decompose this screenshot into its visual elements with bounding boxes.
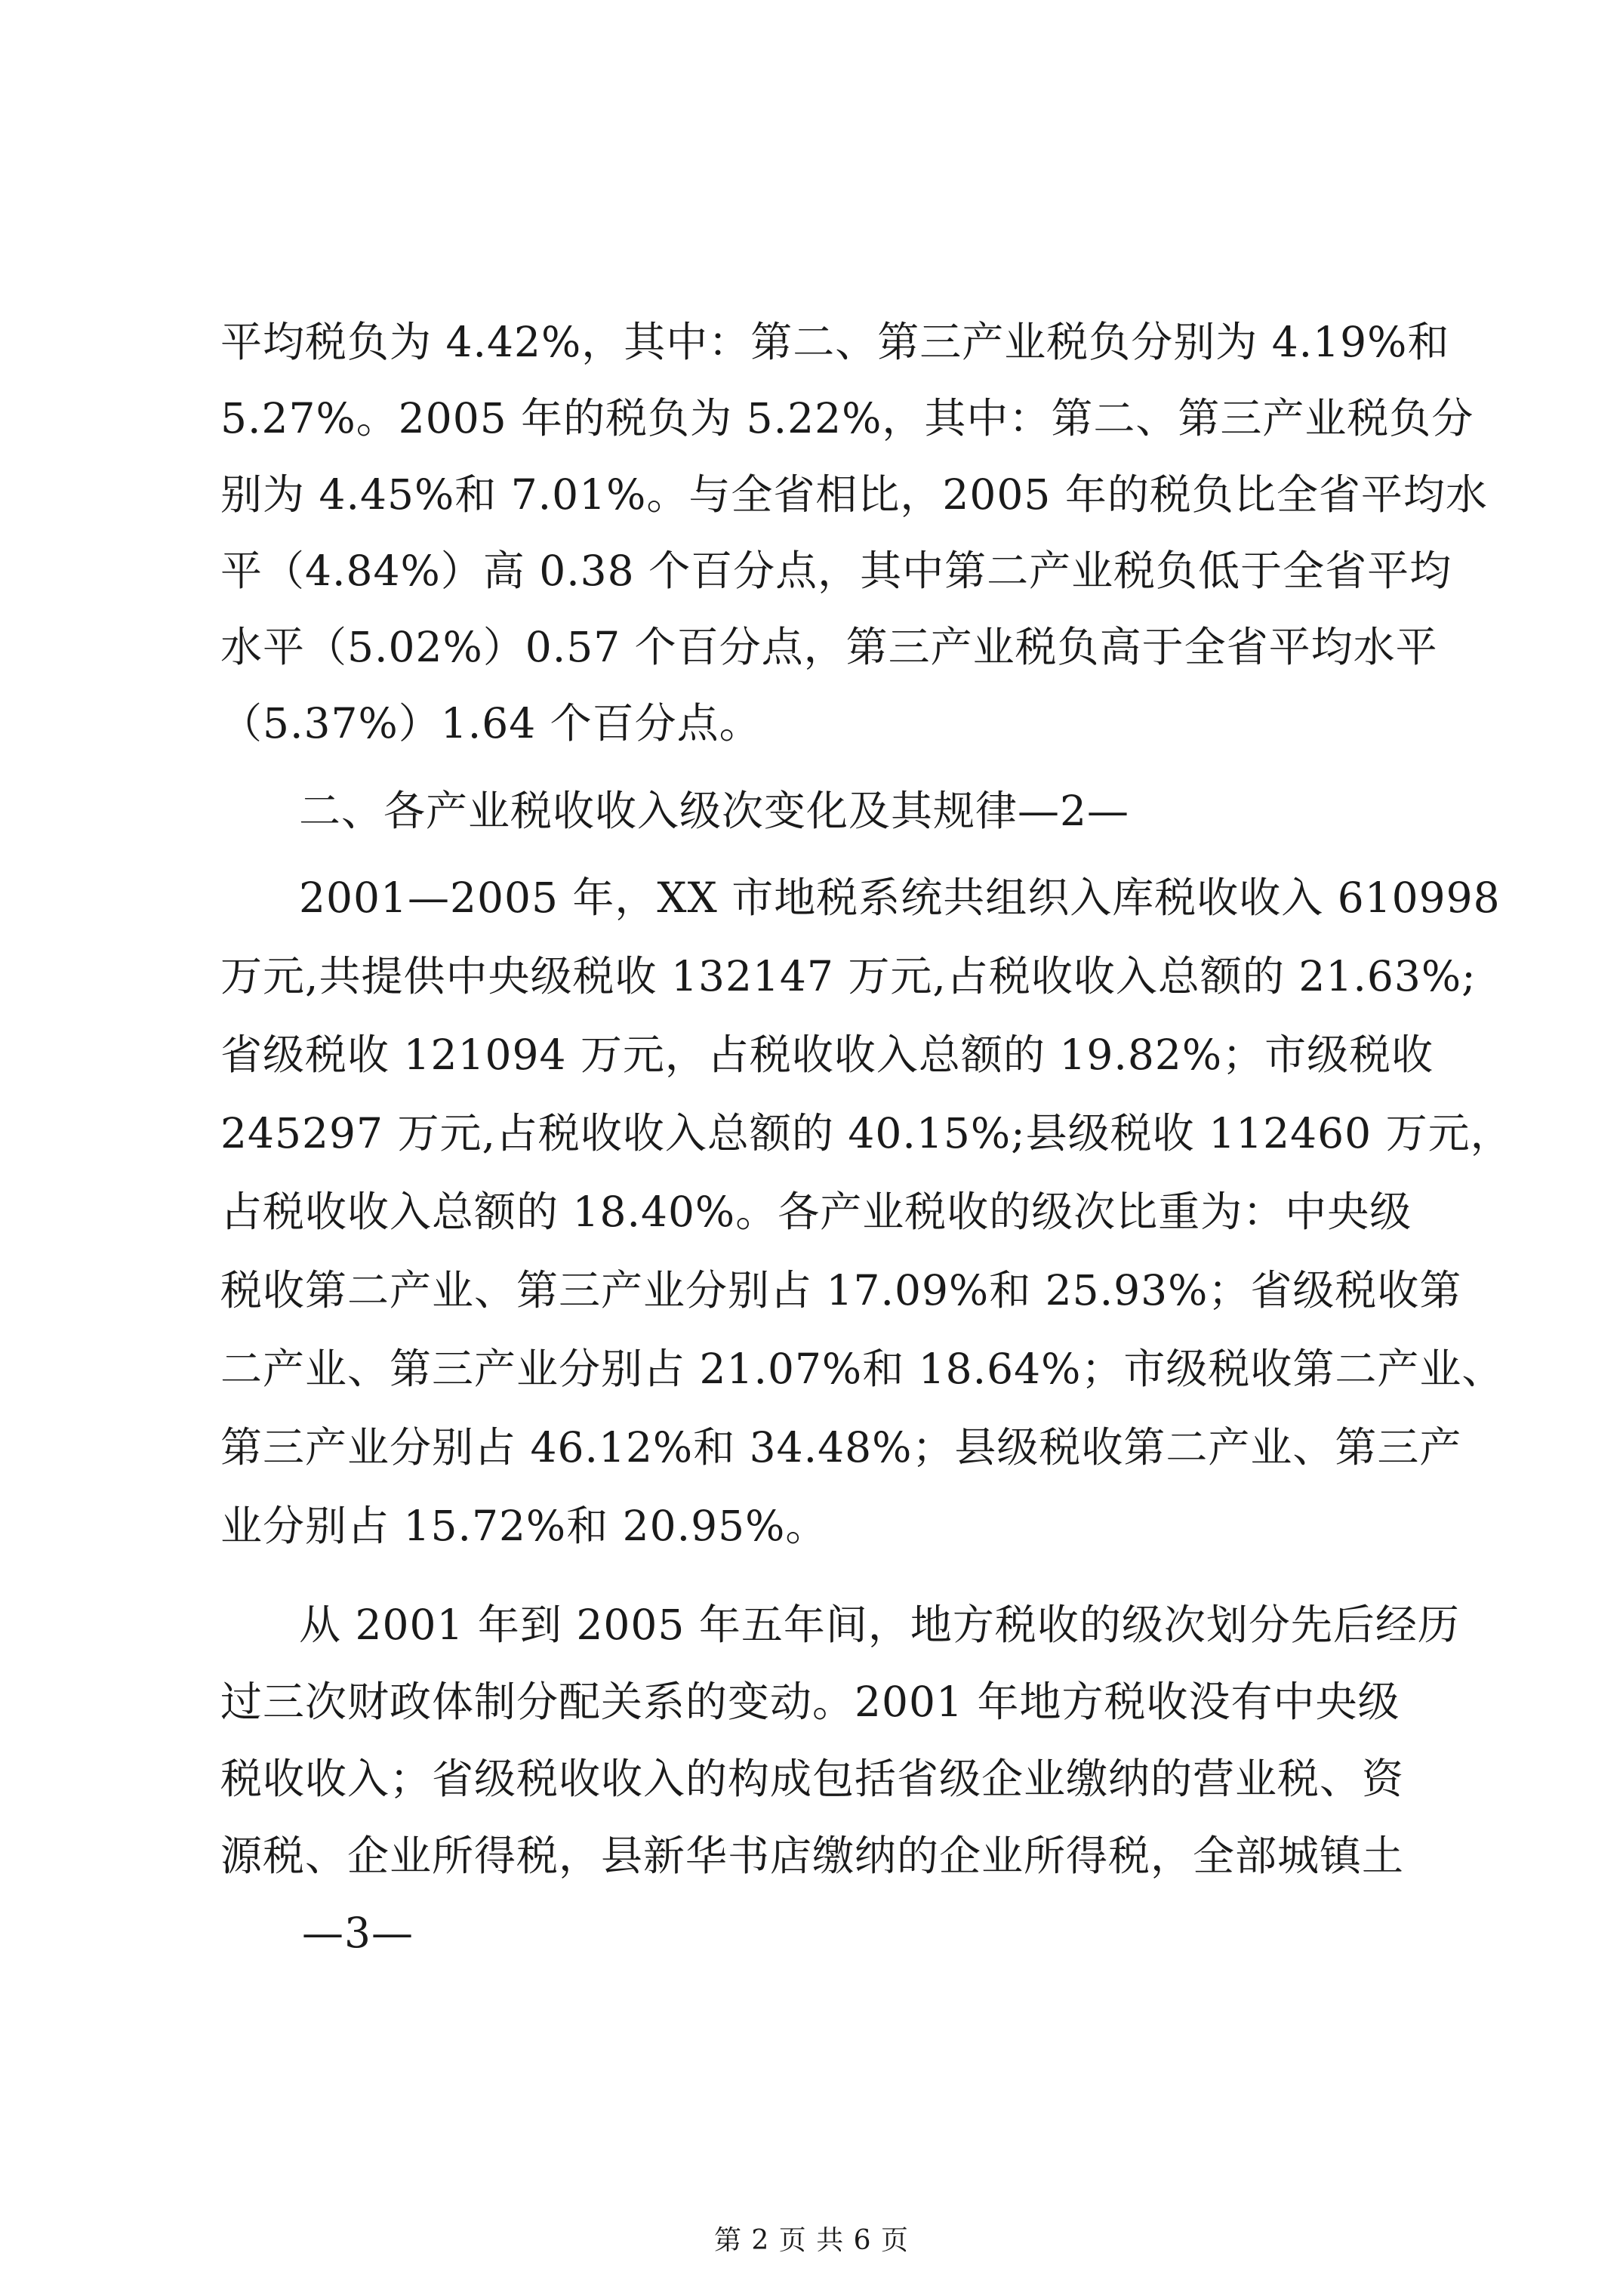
page-footer: 第 2 页 共 6 页 <box>713 2225 910 2256</box>
paragraph-line: 平（4.84%）高 0.38 个百分点，其中第二产业税负低于全省平均 <box>220 547 1452 595</box>
paragraph-line: 245297 万元,占税收收入总额的 40.15%;县级税收 112460 万元， <box>220 1109 1513 1157</box>
paragraph-line: 从 2001 年到 2005 年五年间，地方税收的级次划分先后经历 <box>299 1601 1460 1649</box>
paragraph-line: 省级税收 121094 万元，占税收收入总额的 19.82%；市级税收 <box>220 1031 1434 1079</box>
paragraph-line: 税收收入；省级税收收入的构成包括省级企业缴纳的营业税、资 <box>220 1755 1405 1803</box>
paragraph-line: （5.37%）1.64 个百分点。 <box>220 699 762 747</box>
paragraph-line: 万元,共提供中央级税收 132147 万元,占税收收入总额的 21.63%; <box>220 952 1477 1000</box>
paragraph-line: 5.27%。2005 年的税负为 5.22%，其中：第二、第三产业税负分 <box>220 394 1474 442</box>
paragraph-line: 别为 4.45%和 7.01%。与全省相比，2005 年的税负比全省平均水 <box>220 470 1488 519</box>
paragraph-line: 水平（5.02%）0.57 个百分点，第三产业税负高于全省平均水平 <box>220 623 1438 671</box>
paragraph-line: 税收第二产业、第三产业分别占 17.09%和 25.93%；省级税收第 <box>220 1266 1462 1314</box>
paragraph-line: 2001—2005 年，XX 市地税系统共组织入库税收收入 610998 <box>299 874 1501 922</box>
paragraph-line: 占税收收入总额的 18.40%。各产业税收的级次比重为：中央级 <box>220 1188 1412 1236</box>
section-heading: 二、各产业税收收入级次变化及其规律—2— <box>299 787 1129 835</box>
inline-page-number: —3— <box>302 1909 414 1957</box>
paragraph-line: 第三产业分别占 46.12%和 34.48%；县级税收第二产业、第三产 <box>220 1423 1462 1472</box>
paragraph-line: 源税、企业所得税，县新华书店缴纳的企业所得税，全部城镇土 <box>220 1832 1405 1880</box>
paragraph-line: 平均税负为 4.42%，其中：第二、第三产业税负分别为 4.19%和 <box>220 318 1450 366</box>
paragraph-line: 过三次财政体制分配关系的变动。2001 年地方税收没有中央级 <box>220 1678 1400 1726</box>
paragraph-line: 二产业、第三产业分别占 21.07%和 18.64%；市级税收第二产业、 <box>220 1345 1504 1393</box>
paragraph-line: 业分别占 15.72%和 20.95%。 <box>220 1502 828 1550</box>
